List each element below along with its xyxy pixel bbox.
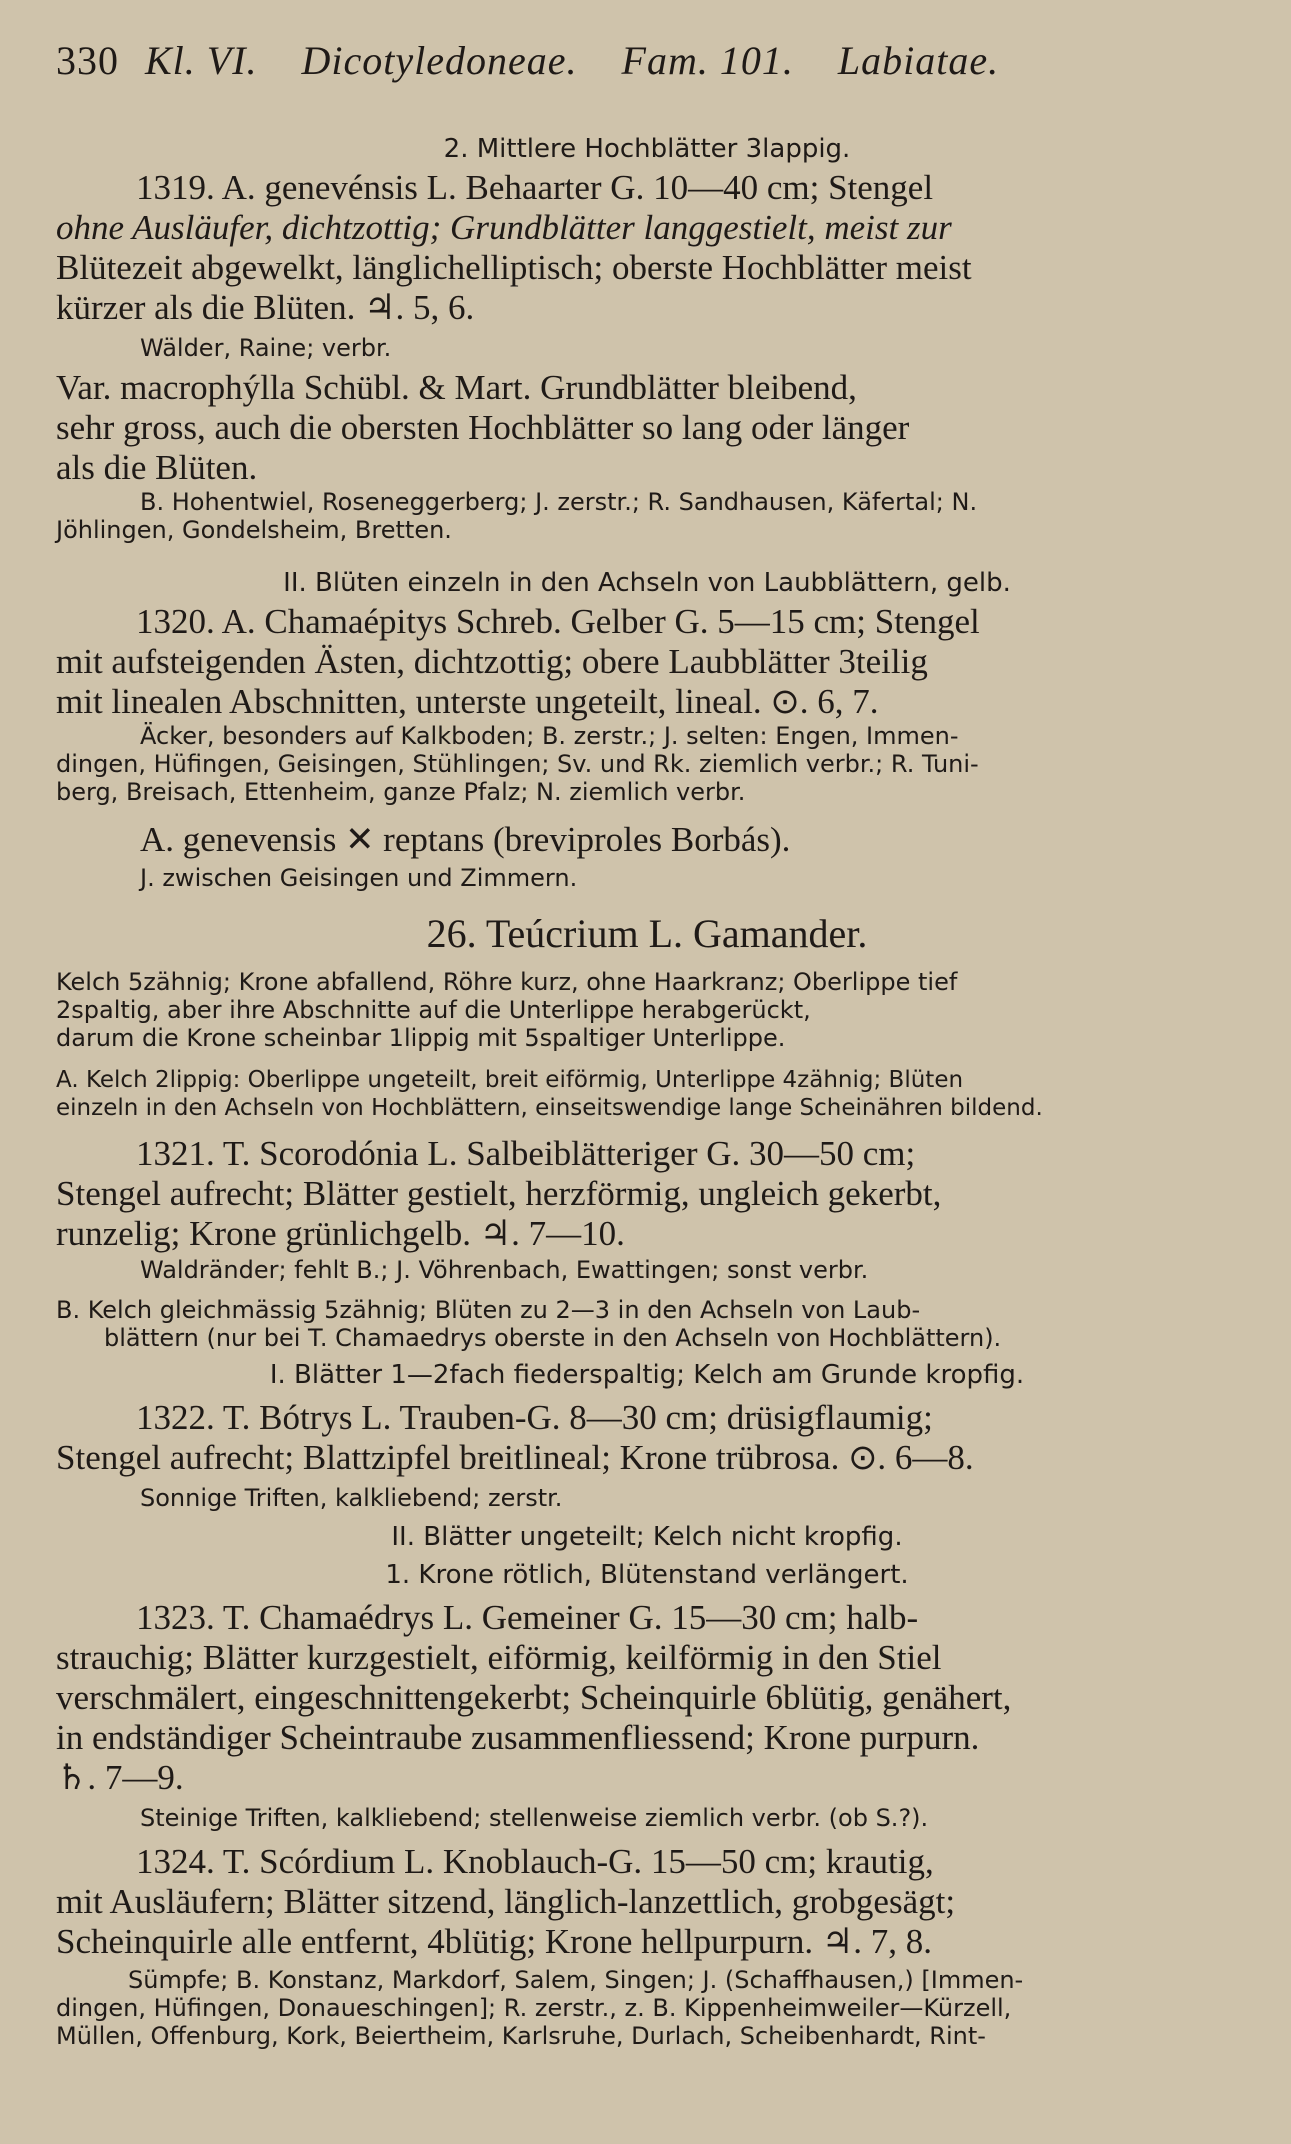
key-heading: I. Blätter 1—2fach fiederspaltig; Kelch am Grunde kropfig.	[269, 1360, 1025, 1390]
locality-line: Jöhlingen, Gondelsheim, Bretten.	[56, 516, 452, 544]
variety-entry	[56, 368, 1238, 488]
locality-text	[56, 722, 1238, 806]
genus-heading: 26. Teúcrium L. Gamander.	[426, 911, 868, 956]
entry-line: ♄. 7—9.	[56, 1758, 184, 1797]
page-number: 330	[56, 37, 119, 83]
header-division: Dicotyledoneae.	[301, 37, 578, 83]
key-line: blättern (nur bei T. Chamaedrys oberste in den Achseln von Hochblättern).	[104, 1324, 1002, 1352]
key-section-b	[56, 1296, 1238, 1352]
key-heading: 1. Krone rötlich, Blütenstand verlängert.	[385, 1560, 909, 1590]
entry-line: strauchig; Blätter kurzgestielt, eiförmig, keilförmig in den Stiel	[56, 1638, 942, 1677]
key-heading: 2. Mittlere Hochblätter 3lappig.	[443, 134, 851, 164]
entry-line: kürzer als die Blüten. ♃. 5, 6.	[56, 288, 475, 327]
header-family: Fam. 101.	[621, 37, 794, 83]
hybrid-entry	[56, 820, 1238, 860]
entry-line: in endständiger Scheintraube zusammenfliessend; Krone purpurn.	[56, 1718, 980, 1757]
description-line: Kelch 5zähnig; Krone abfallend, Röhre kurz, ohne Haarkranz; Oberlippe tief	[56, 968, 958, 996]
entry-line: runzelig; Krone grünlichgelb. ♃. 7—10.	[56, 1214, 625, 1253]
header-class: Kl. VI.	[145, 37, 258, 83]
entry-line: Var. macrophýlla Schübl. & Mart. Grundblätter bleibend,	[56, 368, 857, 407]
entry-line: 1323. T. Chamaédrys L. Gemeiner G. 15—30 cm; halb-	[136, 1598, 919, 1637]
locality-text	[56, 488, 1238, 544]
entry-line: A. genevensis ✕ reptans (breviproles Borbás).	[140, 820, 791, 859]
locality-line: Sümpfe; B. Konstanz, Markdorf, Salem, Singen; J. (Schaffhausen,) [Immen-	[128, 1966, 1024, 1994]
locality-text: Wälder, Raine; verbr.	[140, 334, 392, 362]
key-line: einzeln in den Achseln von Hochblättern, einseitswendige lange Scheinähren bildend.	[56, 1095, 1043, 1121]
page-header	[56, 30, 1236, 90]
species-entry-1320	[56, 602, 1238, 722]
locality-line: B. Hohentwiel, Roseneggerberg; J. zerstr.; R. Sandhausen, Käfertal; N.	[140, 488, 978, 516]
locality-line: dingen, Hüfingen, Donaueschingen]; R. zerstr., z. B. Kippenheimweiler—Kürzell,	[56, 1994, 1012, 2022]
header-family-name: Labiatae.	[837, 37, 1000, 83]
key-heading: II. Blätter ungeteilt; Kelch nicht kropfig.	[391, 1522, 903, 1552]
description-line: 2spaltig, aber ihre Abschnitte auf die Unterlippe herabgerückt,	[56, 996, 811, 1024]
locality-text: Waldränder; fehlt B.; J. Vöhrenbach, Ewattingen; sonst verbr.	[140, 1256, 869, 1284]
entry-line: 1320. A. Chamaépitys Schreb. Gelber G. 5—15 cm; Stengel	[136, 602, 980, 641]
locality-text	[56, 1966, 1238, 2050]
locality-text: Steinige Triften, kalkliebend; stellenweise ziemlich verbr. (ob S.?).	[140, 1804, 929, 1832]
entry-line: 1319. A. genevénsis L. Behaarter G. 10—40 cm; Stengel	[136, 168, 934, 207]
entry-line: 1321. T. Scorodónia L. Salbeiblätteriger G. 30—50 cm;	[136, 1134, 916, 1173]
entry-line: 1324. T. Scórdium L. Knoblauch-G. 15—50 cm; krautig,	[136, 1842, 934, 1881]
entry-line: Stengel aufrecht; Blattzipfel breitlineal; Krone trübrosa. ⊙. 6—8.	[56, 1438, 974, 1477]
locality-text: J. zwischen Geisingen und Zimmern.	[140, 864, 578, 892]
species-entry-1322	[56, 1398, 1238, 1478]
key-line: B. Kelch gleichmässig 5zähnig; Blüten zu 2—3 in den Achseln von Laub-	[56, 1296, 921, 1324]
species-entry-1324	[56, 1842, 1238, 1962]
species-entry-1319	[56, 168, 1238, 328]
description-line: darum die Krone scheinbar 1lippig mit 5spaltiger Unterlippe.	[56, 1024, 786, 1052]
locality-line: Äcker, besonders auf Kalkboden; B. zerstr.; J. selten: Engen, Immen-	[140, 722, 959, 750]
entry-line: mit linealen Abschnitten, unterste ungeteilt, lineal. ⊙. 6, 7.	[56, 682, 879, 721]
genus-description	[56, 968, 1238, 1052]
entry-line: ohne Ausläufer, dichtzottig; Grundblätter langgestielt, meist zur	[56, 208, 952, 247]
entry-line: mit aufsteigenden Ästen, dichtzottig; obere Laubblätter 3teilig	[56, 642, 928, 681]
entry-line: 1322. T. Bótrys L. Trauben-G. 8—30 cm; drüsigflaumig;	[136, 1398, 933, 1437]
species-entry-1323	[56, 1598, 1238, 1798]
entry-line: Scheinquirle alle entfernt, 4blütig; Krone hellpurpurn. ♃. 7, 8.	[56, 1922, 933, 1961]
locality-text: Sonnige Triften, kalkliebend; zerstr.	[140, 1484, 563, 1512]
entry-line: Stengel aufrecht; Blätter gestielt, herzförmig, ungleich gekerbt,	[56, 1174, 942, 1213]
species-entry-1321	[56, 1134, 1238, 1254]
entry-line: als die Blüten.	[56, 448, 258, 487]
key-section-a	[56, 1066, 1238, 1122]
key-line: A. Kelch 2lippig: Oberlippe ungeteilt, breit eiförmig, Unterlippe 4zähnig; Blüten	[56, 1067, 964, 1093]
entry-line: Blütezeit abgewelkt, länglichelliptisch; oberste Hochblätter meist	[56, 248, 972, 287]
entry-line: sehr gross, auch die obersten Hochblätter so lang oder länger	[56, 408, 910, 447]
locality-line: dingen, Hüfingen, Geisingen, Stühlingen; Sv. und Rk. ziemlich verbr.; R. Tuni-	[56, 750, 979, 778]
entry-line: verschmälert, eingeschnittengekerbt; Scheinquirle 6blütig, genähert,	[56, 1678, 1012, 1717]
key-heading: II. Blüten einzeln in den Achseln von Laubblättern, gelb.	[283, 568, 1011, 598]
entry-line: mit Ausläufern; Blätter sitzend, länglich-lanzettlich, grobgesägt;	[56, 1882, 956, 1921]
locality-line: berg, Breisach, Ettenheim, ganze Pfalz; N. ziemlich verbr.	[56, 778, 746, 806]
locality-line: Müllen, Offenburg, Kork, Beiertheim, Karlsruhe, Durlach, Scheibenhardt, Rint-	[56, 2022, 986, 2050]
